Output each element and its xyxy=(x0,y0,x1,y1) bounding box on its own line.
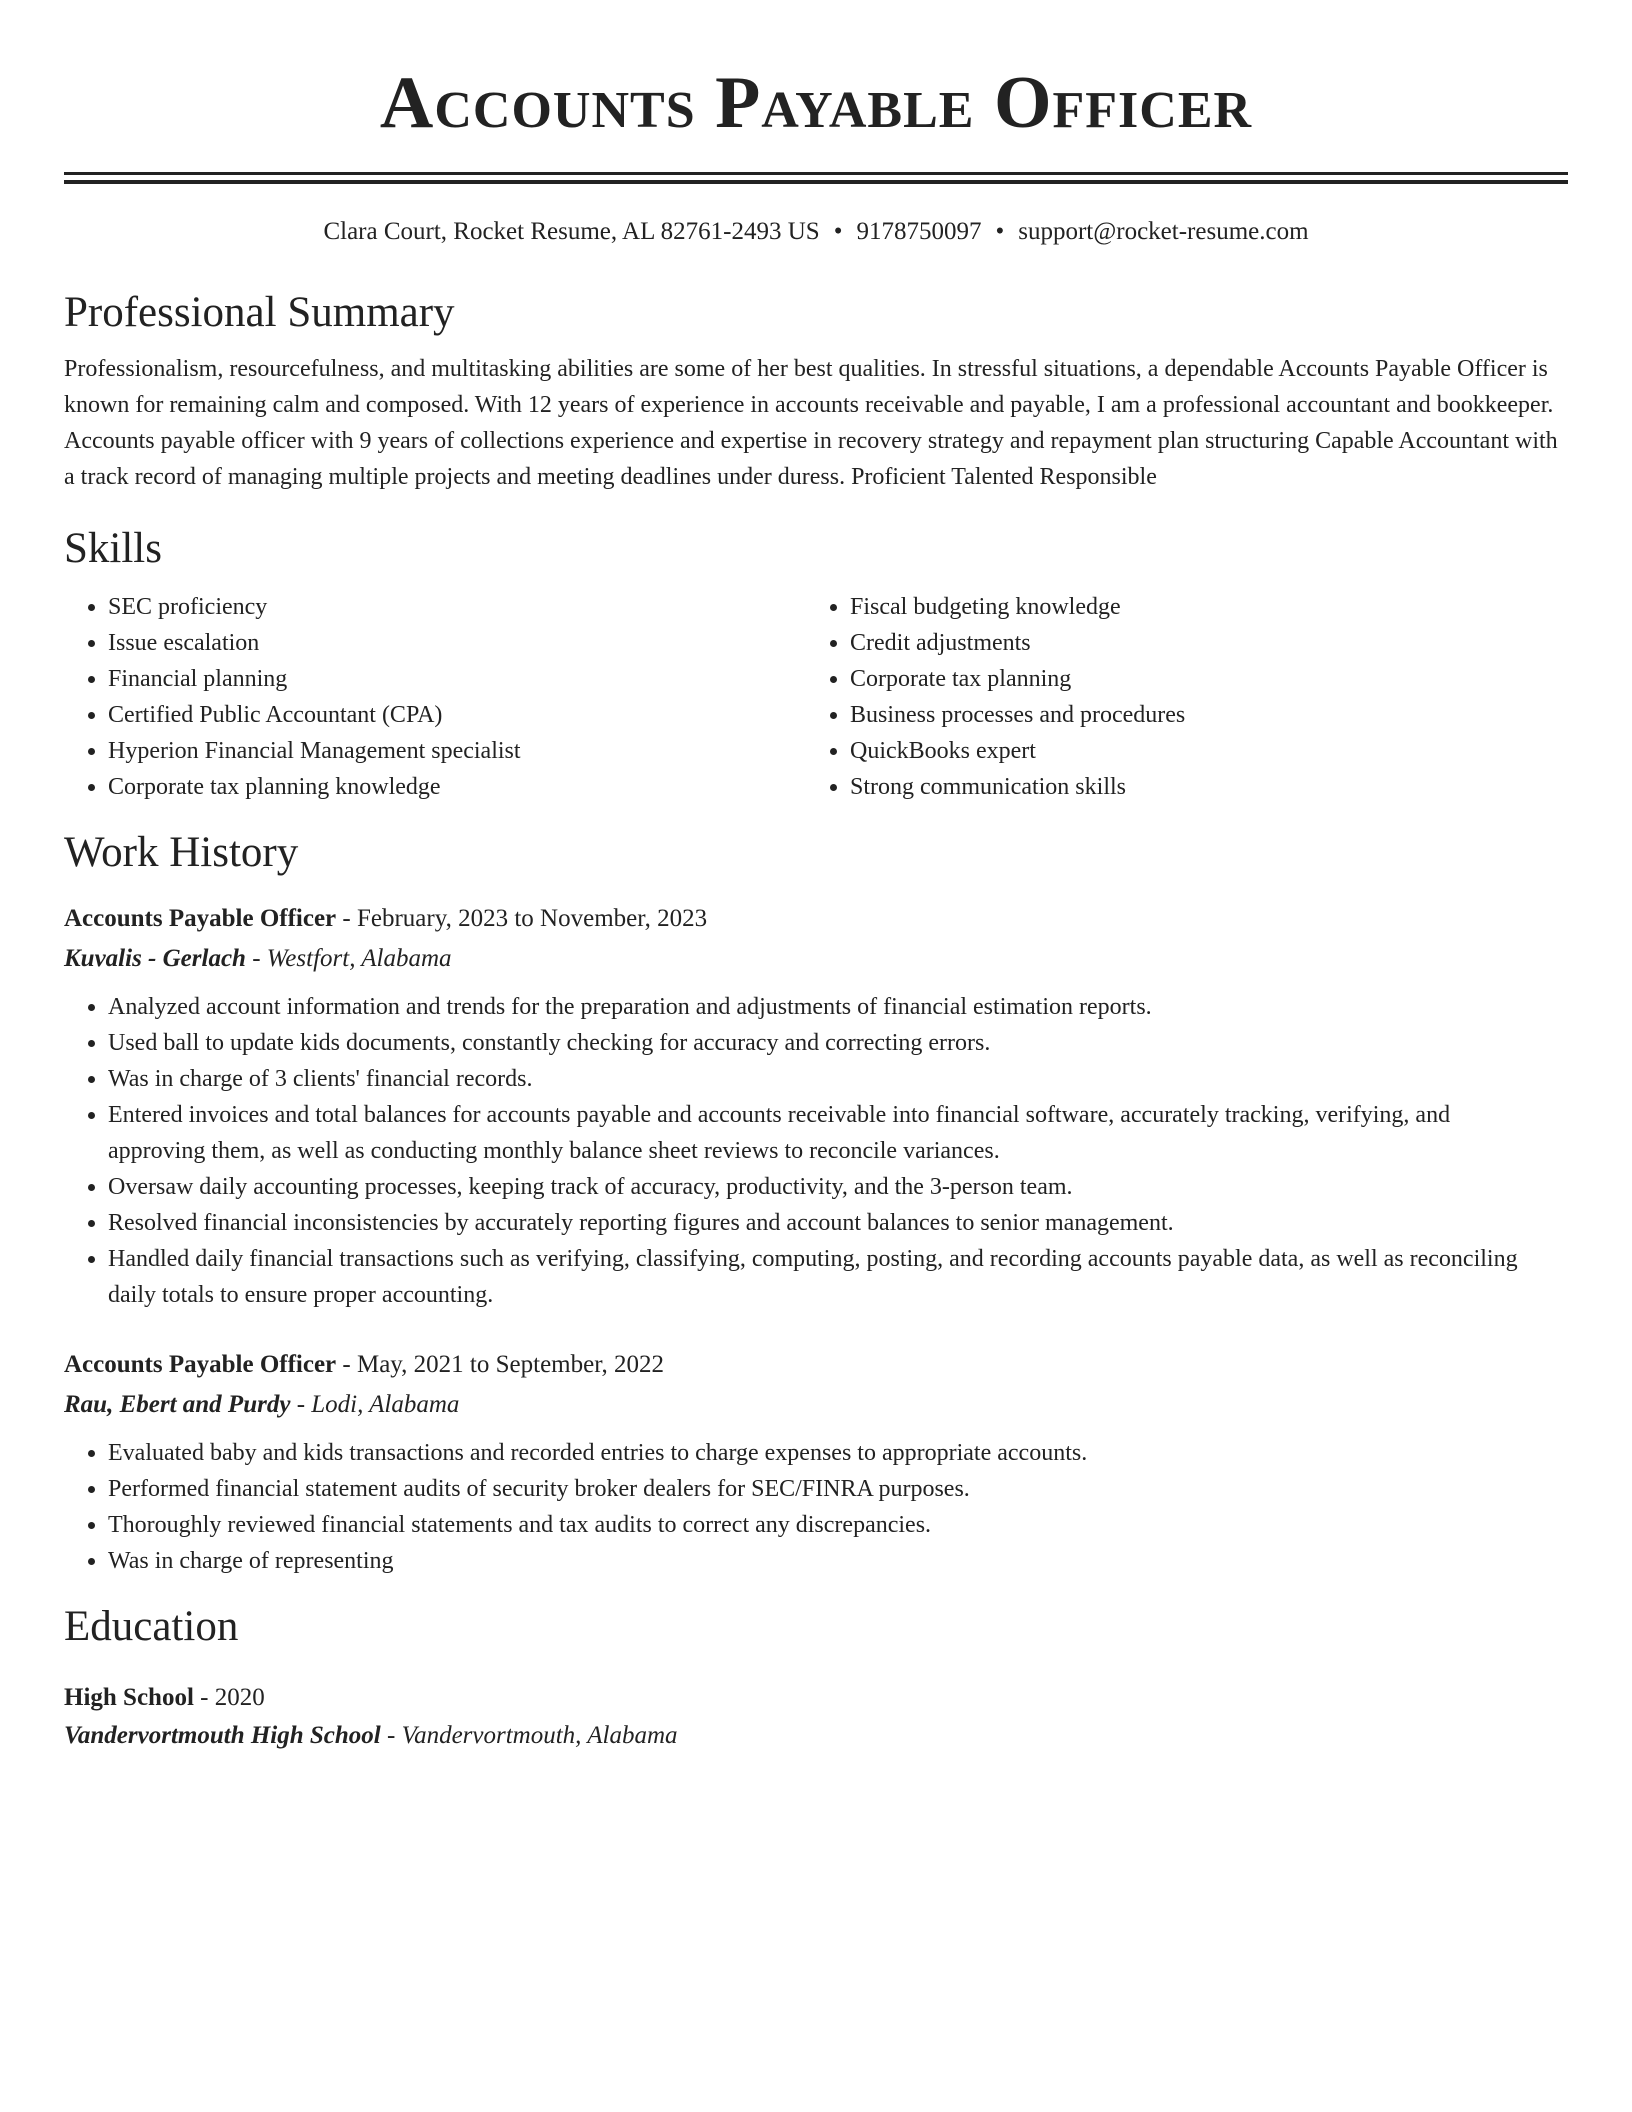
contact-phone: 9178750097 xyxy=(856,218,982,245)
job-location: Westfort, Alabama xyxy=(266,945,452,972)
job-bullet: • Was in charge of representing xyxy=(108,1543,1568,1579)
summary-text: Professionalism, resourcefulness, and multitasking abilities are some of her best qualities. In stressful situations, a dependable Accounts Payable Officer is known for remaining calm and composed. With 12 years of experience in accounts receivable and payable, I am a professional accountant and bookkeeper. Accounts payable officer with 9 years of collections experience and expertise in recovery strategy and repayment plan structuring Capable Accountant with a track record of managing multiple projects and meeting deadlines under duress. Proficient Talented Responsible xyxy=(64,356,1558,490)
job-title: Accounts Payable Officer xyxy=(64,905,337,932)
skill-item: • Strong communication skills xyxy=(850,769,1548,805)
skill-item: • Certified Public Accountant (CPA) xyxy=(108,697,806,733)
job-company: Kuvalis - Gerlach xyxy=(64,945,246,972)
education-school: Vandervortmouth High School xyxy=(64,1722,381,1749)
skill-item: • Business processes and procedures xyxy=(850,697,1548,733)
resume-page xyxy=(64,0,1568,1755)
job-location: Lodi, Alabama xyxy=(311,1391,460,1418)
dash: - xyxy=(245,945,267,972)
education-heading: Education xyxy=(64,1603,239,1650)
job-dates: February, 2023 to November, 2023 xyxy=(356,905,708,932)
skills-column-right xyxy=(806,589,1548,805)
job-header xyxy=(64,899,1568,939)
job-bullet: • Performed financial statement audits of security broker dealers for SEC/FINRA purposes. xyxy=(108,1471,1568,1507)
job-entry xyxy=(64,1345,1568,1579)
education-school-line xyxy=(64,1717,1568,1755)
job-bullet: • Used ball to update kids documents, constantly checking for accuracy and correcting errors. xyxy=(108,1025,1568,1061)
skill-item: • Fiscal budgeting knowledge xyxy=(850,589,1548,625)
resume-title: Accounts Payable Officer xyxy=(379,62,1253,144)
job-header xyxy=(64,1345,1568,1385)
dash: - xyxy=(336,1351,357,1378)
job-company: Rau, Ebert and Purdy xyxy=(64,1391,291,1418)
dash: - xyxy=(380,1722,402,1749)
job-bullets xyxy=(64,1435,1568,1579)
education-year: 2020 xyxy=(214,1684,265,1711)
job-bullet: • Entered invoices and total balances for accounts payable and accounts receivable into financial software, accurately tracking, verifying, and approving them, as well as conducting monthly balance sheet reviews to reconcile variances. xyxy=(108,1097,1568,1169)
skill-item: • Corporate tax planning xyxy=(850,661,1548,697)
skill-item: • Financial planning xyxy=(108,661,806,697)
contact-line xyxy=(64,214,1568,250)
job-bullet: • Evaluated baby and kids transactions and recorded entries to charge expenses to appropriate accounts. xyxy=(108,1435,1568,1471)
summary-heading: Professional Summary xyxy=(64,289,455,336)
contact-email: support@rocket-resume.com xyxy=(1018,218,1309,245)
skills-heading: Skills xyxy=(64,525,162,572)
skill-item: • Credit adjustments xyxy=(850,625,1548,661)
education-location: Vandervortmouth, Alabama xyxy=(401,1722,678,1749)
skill-item: • Issue escalation xyxy=(108,625,806,661)
job-bullet: • Oversaw daily accounting processes, keeping track of accuracy, productivity, and the 3-person team. xyxy=(108,1169,1568,1205)
work-history-heading: Work History xyxy=(64,829,299,876)
dash: - xyxy=(193,1684,215,1711)
skill-item: • SEC proficiency xyxy=(108,589,806,625)
job-bullet: • Handled daily financial transactions such as verifying, classifying, computing, posting, and recording accounts payable data, as well as reconciling daily totals to ensure proper accounting. xyxy=(108,1241,1568,1313)
job-title: Accounts Payable Officer xyxy=(64,1351,337,1378)
job-bullet: • Resolved financial inconsistencies by accurately reporting figures and account balances to senior management. xyxy=(108,1205,1568,1241)
education-degree-line xyxy=(64,1679,1568,1717)
contact-separator: • xyxy=(995,218,1005,245)
contact-address: Clara Court, Rocket Resume, AL 82761-2493 US xyxy=(323,218,820,245)
skill-item: • Hyperion Financial Management specialist xyxy=(108,733,806,769)
job-dates: May, 2021 to September, 2022 xyxy=(356,1351,665,1378)
job-bullet: • Thoroughly reviewed financial statements and tax audits to correct any discrepancies. xyxy=(108,1507,1568,1543)
job-company-line xyxy=(64,1385,1568,1425)
skills-column-left xyxy=(64,589,806,805)
job-bullets xyxy=(64,989,1568,1313)
skill-item: • QuickBooks expert xyxy=(850,733,1548,769)
contact-separator: • xyxy=(833,218,843,245)
skills-grid xyxy=(64,589,1568,805)
dash: - xyxy=(336,905,357,932)
job-entry xyxy=(64,899,1568,1313)
skill-item: • Corporate tax planning knowledge xyxy=(108,769,806,805)
job-bullet: • Analyzed account information and trends for the preparation and adjustments of financial estimation reports. xyxy=(108,989,1568,1025)
education-degree: High School xyxy=(64,1684,194,1711)
title-divider-bottom xyxy=(64,180,1568,184)
job-company-line xyxy=(64,939,1568,979)
job-bullet: • Was in charge of 3 clients' financial records. xyxy=(108,1061,1568,1097)
dash: - xyxy=(290,1391,312,1418)
